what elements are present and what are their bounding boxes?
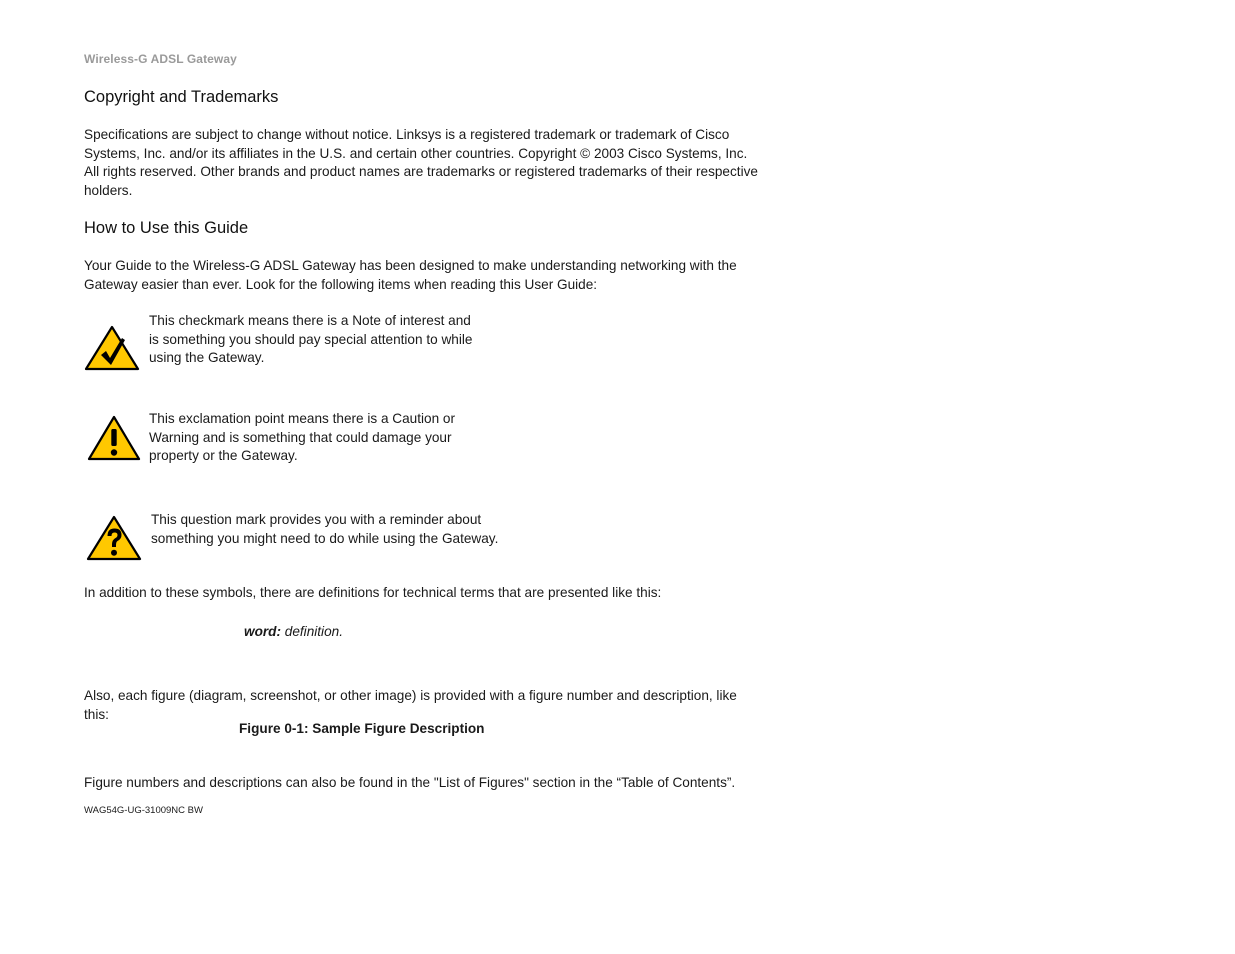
guide-intro-paragraph: Your Guide to the Wireless-G ADSL Gateway has been designed to make understanding networking with the Gateway easier than ever. Look for the following items when reading this User Guide: (84, 258, 737, 292)
exclamation-warning-icon (86, 414, 142, 462)
sample-definition (244, 624, 343, 639)
note-symbol-row (84, 312, 604, 374)
figures-outro-paragraph: Figure numbers and descriptions can also be found in the "List of Figures" section in the “Table of Contents”. (84, 775, 736, 790)
sample-figure-caption: Figure 0-1: Sample Figure Description (239, 721, 485, 736)
figures-intro-paragraph: Also, each figure (diagram, screenshot, or other image) is provided with a figure number and description, like this: (84, 688, 737, 722)
reminder-symbol-text: This question mark provides you with a reminder about something you might need to do while using the Gateway. (151, 512, 499, 546)
caution-symbol-text: This exclamation point means there is a Caution or Warning and is something that could damage your property or the Gateway. (149, 411, 456, 464)
question-warning-icon (86, 514, 142, 562)
definitions-intro-paragraph: In addition to these symbols, there are definitions for technical terms that are presented like this: (84, 585, 662, 600)
guide-heading: How to Use this Guide (84, 219, 249, 237)
copyright-paragraph: Specifications are subject to change without notice. Linksys is a registered trademark or trademark of Cisco Systems, Inc. and/or its affiliates in the U.S. and certain other countries. Copyright © 2003 Cisco Systems, Inc. All rights reserved. Other brands and product names are trademarks or registered trademarks of their respective holders. (84, 127, 758, 199)
definition-term: word: (244, 624, 281, 639)
document-code: WAG54G-UG-31009NC BW (84, 805, 203, 816)
caution-symbol-row (84, 410, 604, 472)
definition-text: definition. (284, 624, 343, 639)
checkmark-warning-icon (84, 324, 140, 372)
reminder-symbol-row (84, 511, 604, 561)
copyright-heading: Copyright and Trademarks (84, 88, 279, 106)
running-header: Wireless-G ADSL Gateway (84, 52, 237, 66)
note-symbol-text: This checkmark means there is a Note of interest and is something you should pay special attention to while using the Gateway. (149, 313, 473, 366)
